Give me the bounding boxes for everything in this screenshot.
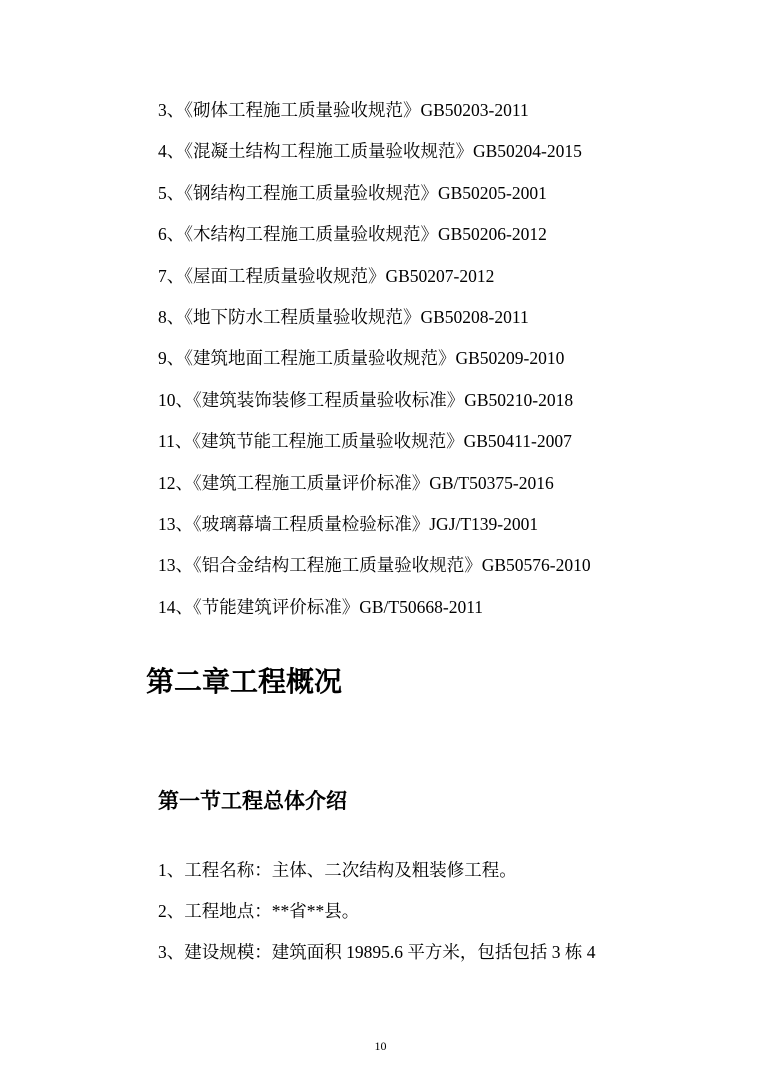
standard-item: 5、《钢结构工程施工质量验收规范》GB50205-2001 <box>158 182 547 203</box>
standard-item: 8、《地下防水工程质量验收规范》GB50208-2011 <box>158 306 529 327</box>
page-number: 10 <box>374 1039 387 1053</box>
standard-item: 3、《砌体工程施工质量验收规范》GB50203-2011 <box>158 100 529 120</box>
standard-item: 12、《建筑工程施工质量评价标准》GB/T50375-2016 <box>158 472 554 493</box>
project-info-item: 3、建设规模：建筑面积 19895.6 平方米，包括包括 3 栋 4 <box>158 942 596 962</box>
standard-item: 4、《混凝土结构工程施工质量验收规范》GB50204-2015 <box>158 141 582 162</box>
standard-item: 10、《建筑装饰装修工程质量验收标准》GB50210-2018 <box>158 389 574 410</box>
standard-item: 11、《建筑节能工程施工质量验收规范》GB50411-2007 <box>158 431 572 452</box>
project-info-item: 1、工程名称：主体、二次结构及粗装修工程。 <box>158 860 517 880</box>
standard-item: 9、《建筑地面工程施工质量验收规范》GB50209-2010 <box>158 348 565 369</box>
standard-item: 13、《玻璃幕墙工程质量检验标准》JGJ/T139-2001 <box>158 513 539 534</box>
chapter-title: 第二章工程概况 <box>146 667 343 698</box>
standard-item: 6、《木结构工程施工质量验收规范》GB50206-2012 <box>158 224 547 245</box>
standard-item: 7、《屋面工程质量验收规范》GB50207-2012 <box>158 265 495 286</box>
section-title: 第一节工程总体介绍 <box>158 789 347 813</box>
project-info-list <box>158 856 596 979</box>
standard-item: 13、《铝合金结构工程施工质量验收规范》GB50576-2010 <box>158 555 591 576</box>
standards-list <box>158 96 591 634</box>
standard-item: 14、《节能建筑评价标准》GB/T50668-2011 <box>158 596 484 617</box>
project-info-item: 2、工程地点：**省**县。 <box>158 901 360 921</box>
